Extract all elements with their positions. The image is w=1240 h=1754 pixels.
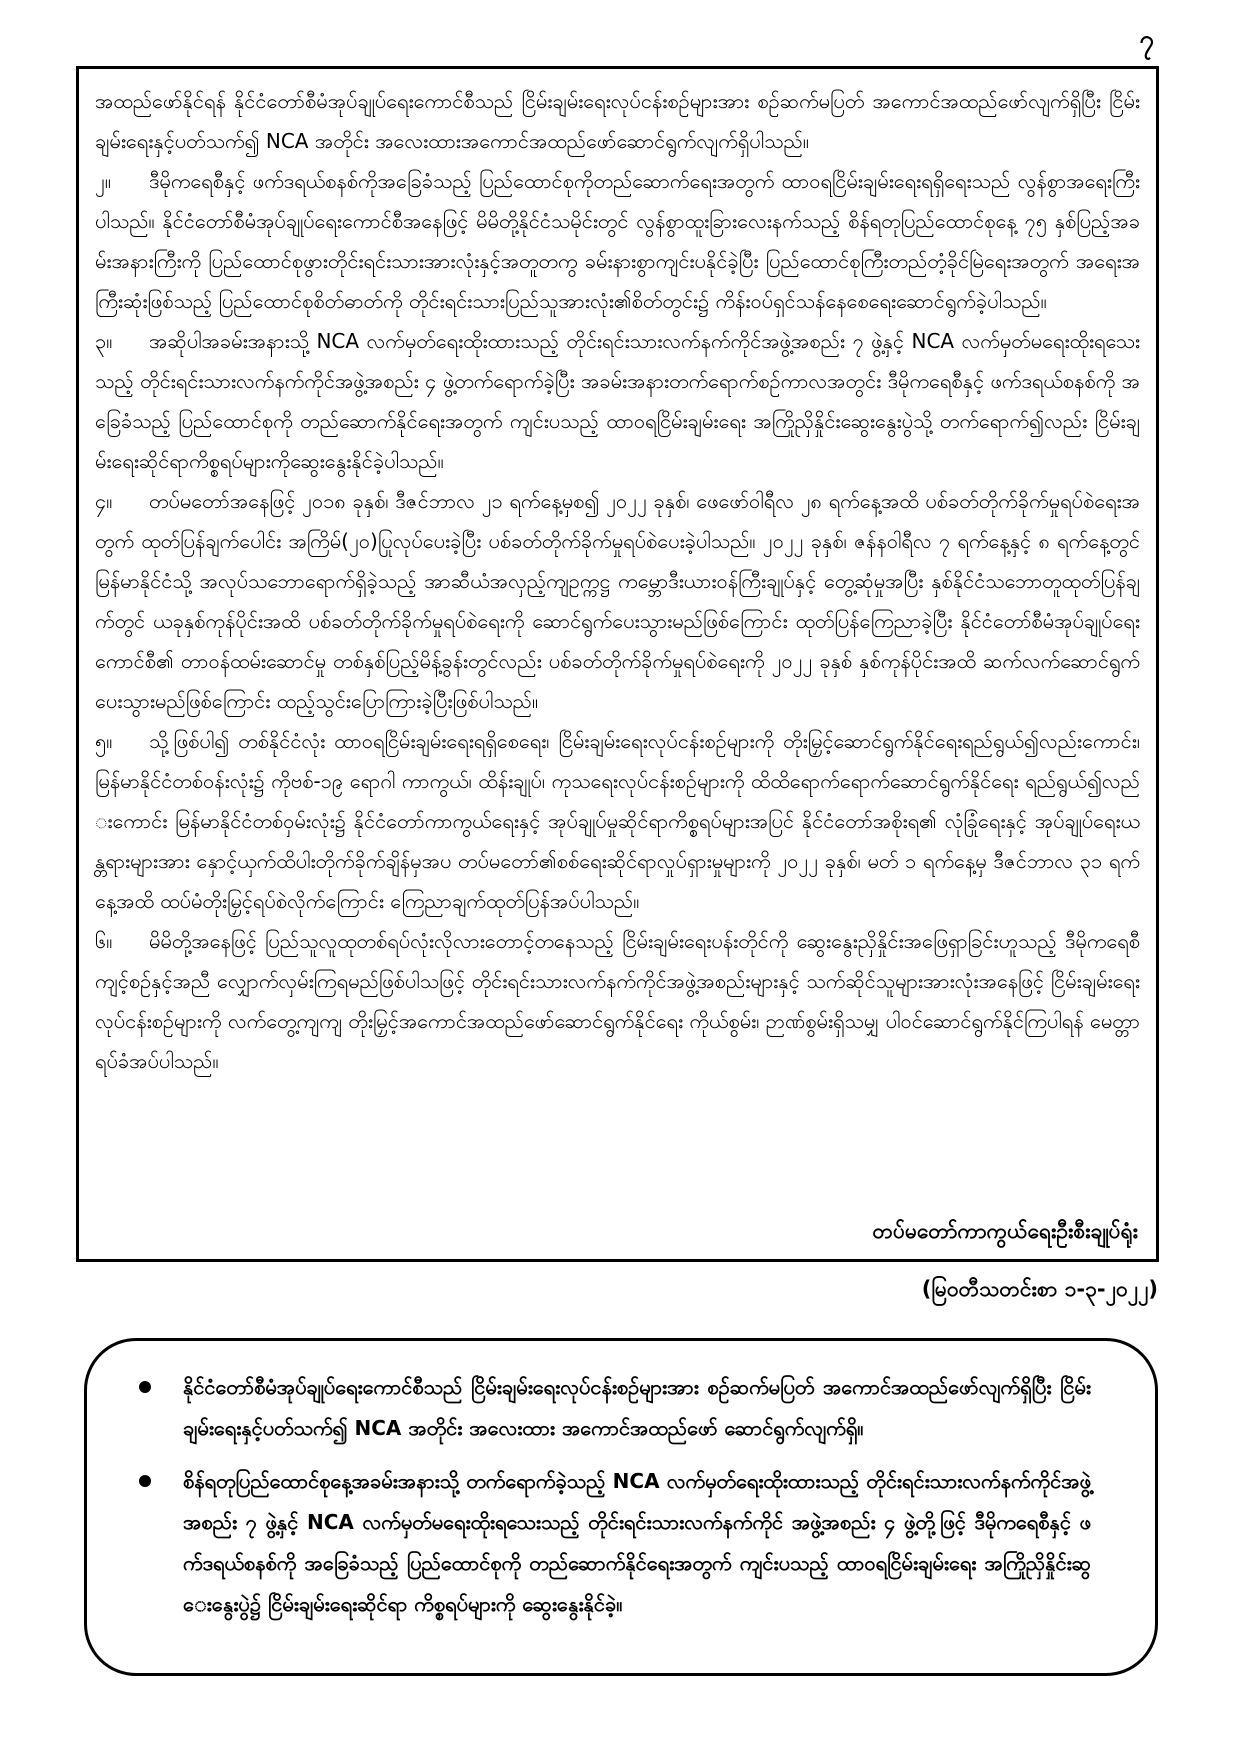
paragraph-number: ၆။ (95, 929, 113, 953)
bullet-icon (139, 1381, 151, 1393)
summary-item-text: စိန်ရတုပြည်ထောင်စုနေ့အခမ်းအနားသို့ တက်ရောက်ခဲ့သည့် NCA လက်မှတ်ရေးထိုးထားသည့် တိုင်းရင်းသားလက်နက်ကိုင်အဖွဲ့အစည်း ၇ ဖွဲ့နှင့် NCA လက်မှတ်မရေးထိုးရသေးသည့် တိုင်းရင်းသားလက်နက်ကိုင် အဖွဲ့အစည်း ၄ ဖွဲ့တို့ဖြင့် ဒီမိုကရေစီနှင့် ဖက်ဒရယ်စနစ်ကို အခြေခံသည့် ပြည်ထောင်စုကို တည်ဆောက်နိုင်ရေးအတွက် ကျင်းပသည့် ထာဝရငြိမ်းချမ်းရေး အကြိုညှိနှိုင်းဆွေးနွေးပွဲ၌ ငြိမ်းချမ်းရေးဆိုင်ရာ ကိစ္စရပ်များကို ဆွေးနွေးနိုင်ခဲ့။ (183, 1469, 1091, 1616)
paragraph-number: ၃။ (95, 329, 113, 353)
summary-box (84, 1338, 1158, 1676)
summary-item (131, 1367, 1091, 1449)
paragraph-5 (95, 721, 1140, 921)
summary-item (131, 1461, 1091, 1625)
article-intro: အထည်ဖော်နိုင်ရန် နိုင်ငံတော်စီမံအုပ်ချုပ်ရေးကောင်စီသည် ငြိမ်းချမ်းရေးလုပ်ငန်းစဉ်များအား စဉ်ဆက်မပြတ် အကောင်အထည်ဖော်လျက်ရှိပြီး ငြိမ်းချမ်းရေးနှင့်ပတ်သက်၍ NCA အတိုင်း အလေးထားအကောင်အထည်ဖော်ဆောင်ရွက်လျက်ရှိပါသည်။ (95, 89, 1140, 153)
signature: တပ်မတော်ကာကွယ်ရေးဦးစီးချုပ်ရုံး (872, 1219, 1138, 1243)
paragraph-3 (95, 321, 1140, 481)
summary-item-text: နိုင်ငံတော်စီမံအုပ်ချုပ်ရေးကောင်စီသည် ငြိမ်းချမ်းရေးလုပ်ငန်းစဉ်များအား စဉ်ဆက်မပြတ် အကောင်အထည်ဖော်လျက်ရှိပြီး ငြိမ်းချမ်းရေးနှင့်ပတ်သက်၍ NCA အတိုင်း အလေးထား အကောင်အထည်ဖော် ဆောင်ရွက်လျက်ရှိ။ (183, 1375, 1091, 1440)
paragraph-text: အဆိုပါအခမ်းအနားသို့ NCA လက်မှတ်ရေးထိုးထားသည့် တိုင်းရင်းသားလက်နက်ကိုင်အဖွဲ့အစည်း ၇ ဖွဲ့နှင့် NCA လက်မှတ်မရေးထိုးရသေးသည့် တိုင်းရင်းသားလက်နက်ကိုင်အဖွဲ့အစည်း ၄ ဖွဲ့တက်ရောက်ခဲ့ပြီး အခမ်းအနားတက်ရောက်စဉ်ကာလအတွင်း ဒီမိုကရေစီနှင့် ဖက်ဒရယ်စနစ်ကို အခြေခံသည့် ပြည်ထောင်စုကို တည်ဆောက်နိုင်ရေးအတွက် ကျင်းပသည့် ထာဝရငြိမ်းချမ်းရေး အကြိုညှိနှိုင်းဆွေးနွေးပွဲသို့ တက်ရောက်၍လည်း ငြိမ်းချမ်းရေးဆိုင်ရာကိစ္စရပ်များကိုဆွေးနွေးနိုင်ခဲ့ပါသည်။ (95, 329, 1140, 473)
article-box (76, 66, 1159, 1262)
paragraph-number: ၂။ (95, 169, 111, 193)
summary-list (131, 1367, 1091, 1625)
paragraph-number: ၄။ (95, 489, 113, 513)
paragraph-number: ၅။ (95, 729, 113, 753)
source-citation: (မြဝတီသတင်းစာ ၁-၃-၂၀၂၂) (921, 1277, 1158, 1301)
paragraph-text: သို့ဖြစ်ပါ၍ တစ်နိုင်ငံလုံး ထာဝရငြိမ်းချမ်းရေးရရှိစေရေး၊ ငြိမ်းချမ်းရေးလုပ်ငန်းစဉ်များကို တိုးမြှင့်ဆောင်ရွက်နိုင်ရေးရည်ရွယ်၍လည်းကောင်း၊ မြန်မာနိုင်ငံတစ်ဝန်းလုံး၌ ကိုဗစ်-၁၉ ရောဂါ ကာကွယ်၊ ထိန်းချုပ်၊ ကုသရေးလုပ်ငန်းစဉ်များကို ထိထိရောက်ရောက်ဆောင်ရွက်နိုင်ရေး ရည်ရွယ်၍လည်းကောင်း မြန်မာနိုင်ငံတစ်ဝှမ်းလုံး၌ နိုင်ငံတော်ကာကွယ်ရေးနှင့် အုပ်ချုပ်မှုဆိုင်ရာကိစ္စရပ်များအပြင် နိုင်ငံတော်အစိုးရ၏ လုံခြုံရေးနှင့် အုပ်ချုပ်ရေးယန္တရားများအား နှောင့်ယှက်ထိပါးတိုက်ခိုက်ချိန်မှအပ တပ်မတော်၏စစ်ရေးဆိုင်ရာလှုပ်ရှားမှုများကို ၂၀၂၂ ခုနှစ်၊ မတ် ၁ ရက်နေ့မှ ဒီဇင်ဘာလ ၃၁ ရက်နေ့အထိ ထပ်မံတိုးမြှင့်ရပ်စဲလိုက်ကြောင်း ကြေညာချက်ထုတ်ပြန်အပ်ပါသည်။ (95, 729, 1140, 913)
paragraph-6 (95, 921, 1140, 1081)
paragraph-text: ဒီမိုကရေစီနှင့် ဖက်ဒရယ်စနစ်ကိုအခြေခံသည့် ပြည်ထောင်စုကိုတည်ဆောက်ရေးအတွက် ထာဝရငြိမ်းချမ်းရေးရရှိရေးသည် လွန်စွာအရေးကြီးပါသည်။ နိုင်ငံတော်စီမံအုပ်ချုပ်ရေးကောင်စီအနေဖြင့် မိမိတို့နိုင်ငံသမိုင်းတွင် လွန်စွာထူးခြားလေးနက်သည့် စိန်ရတုပြည်ထောင်စုနေ့ ၇၅ နှစ်ပြည့်အခမ်းအနားကြီးကို ပြည်ထောင်စုဖွားတိုင်းရင်းသားအားလုံးနှင့်အတူတကွ ခမ်းနားစွာကျင်းပနိုင်ခဲ့ပြီး ပြည်ထောင်စုကြီးတည်တံ့ခိုင်မြဲရေးအတွက် အရေးအကြီးဆုံးဖြစ်သည့် ပြည်ထောင်စုစိတ်ဓာတ်ကို တိုင်းရင်းသားပြည်သူအားလုံး၏စိတ်တွင်း၌ ကိန်းဝပ်ရှင်သန်နေစေရေးဆောင်ရွက်ခဲ့ပါသည်။ (95, 169, 1140, 313)
bullet-icon (139, 1475, 151, 1487)
paragraph-2 (95, 161, 1140, 321)
paragraph-text: မိမိတို့အနေဖြင့် ပြည်သူလူထုတစ်ရပ်လုံးလိုလားတောင့်တနေသည့် ငြိမ်းချမ်းရေးပန်းတိုင်ကို ဆွေးနွေးညှိနှိုင်းအဖြေရှာခြင်းဟူသည့် ဒီမိုကရေစီကျင့်စဉ်နှင့်အညီ လျှောက်လှမ်းကြရမည်ဖြစ်ပါသဖြင့် တိုင်းရင်းသားလက်နက်ကိုင်အဖွဲ့အစည်းများနှင့် သက်ဆိုင်သူများအားလုံးအနေဖြင့် ငြိမ်းချမ်းရေးလုပ်ငန်းစဉ်များကို လက်တွေ့ကျကျ တိုးမြှင့်အကောင်အထည်ဖော်ဆောင်ရွက်နိုင်ရေး ကိုယ်စွမ်း၊ ဉာဏ်စွမ်းရှိသမျှ ပါဝင်ဆောင်ရွက်နိုင်ကြပါရန် မေတ္တာရပ်ခံအပ်ပါသည်။ (95, 929, 1140, 1073)
paragraph-text: တပ်မတော်အနေဖြင့် ၂၀၁၈ ခုနှစ်၊ ဒီဇင်ဘာလ ၂၁ ရက်နေ့မှစ၍ ၂၀၂၂ ခုနှစ်၊ ဖေဖော်ဝါရီလ ၂၈ ရက်နေ့အထိ ပစ်ခတ်တိုက်ခိုက်မှုရပ်စဲရေးအတွက် ထုတ်ပြန်ချက်ပေါင်း အကြိမ်(၂၀)ပြုလုပ်ပေးခဲ့ပြီး ပစ်ခတ်တိုက်ခိုက်မှုရပ်စဲပေးခဲ့ပါသည်။ ၂၀၂၂ ခုနှစ်၊ ဇန်နဝါရီလ ၇ ရက်နေ့နှင့် ၈ ရက်နေ့တွင် မြန်မာနိုင်ငံသို့ အလုပ်သဘောရောက်ရှိခဲ့သည့် အာဆီယံအလှည့်ကျဥက္ကဋ္ဌ ကမ္ဘောဒီးယားဝန်ကြီးချုပ်နှင့် တွေ့ဆုံမှုအပြီး နှစ်နိုင်ငံသဘောတူထုတ်ပြန်ချက်တွင် ယခုနှစ်ကုန်ပိုင်းအထိ ပစ်ခတ်တိုက်ခိုက်မှုရပ်စဲရေးကို ဆောင်ရွက်ပေးသွားမည်ဖြစ်ကြောင်း ထုတ်ပြန်ကြေညာခဲ့ပြီး နိုင်ငံတော်စီမံအုပ်ချုပ်ရေးကောင်စီ၏ တာဝန်ထမ်းဆောင်မှု တစ်နှစ်ပြည့်မိန့်ခွန်းတွင်လည်း ပစ်ခတ်တိုက်ခိုက်မှုရပ်စဲရေးကို ၂၀၂၂ ခုနှစ် နှစ်ကုန်ပိုင်းအထိ ဆက်လက်ဆောင်ရွက်ပေးသွားမည်ဖြစ်ကြောင်း ထည့်သွင်းပြောကြားခဲ့ပြီးဖြစ်ပါသည်။ (95, 489, 1140, 713)
paragraph-4 (95, 481, 1140, 721)
page-number: ၇ (1139, 25, 1154, 55)
